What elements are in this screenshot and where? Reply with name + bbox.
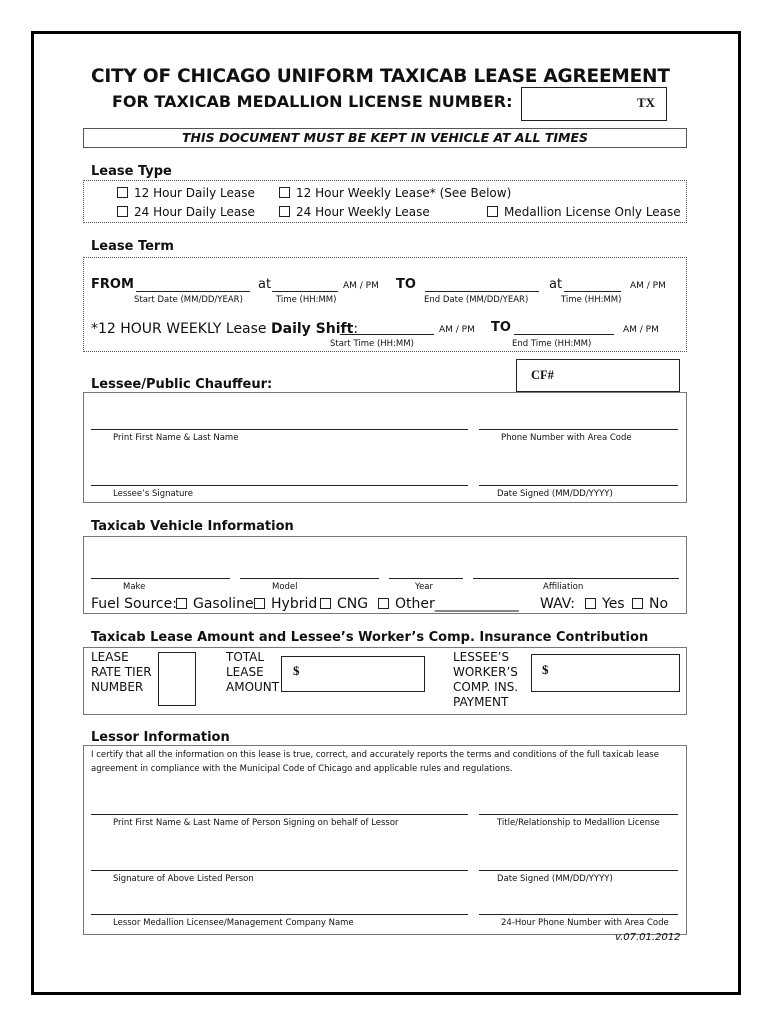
checkbox-icon[interactable]	[176, 598, 187, 609]
year-caption: Year	[415, 582, 433, 592]
lease-term-heading: Lease Term	[91, 239, 174, 254]
rate-tier-field[interactable]	[158, 652, 196, 706]
checkbox-icon[interactable]	[117, 206, 128, 217]
lessor-title-caption: Title/Relationship to Medallion License	[497, 818, 660, 828]
ampm-label-3: AM / PM	[439, 325, 475, 335]
affiliation-field[interactable]	[473, 578, 679, 579]
ampm-label: AM / PM	[343, 281, 379, 291]
dollar-sign-2: $	[542, 662, 549, 677]
wav-no[interactable]: No	[632, 596, 668, 612]
banner-text: THIS DOCUMENT MUST BE KEPT IN VEHICLE AT ALL TIMES	[181, 130, 589, 145]
workers-comp-label: LESSEE’S WORKER’S COMP. INS. PAYMENT	[453, 650, 519, 709]
lessor-company-caption: Lessor Medallion Licensee/Management Company Name	[113, 918, 354, 928]
model-caption: Model	[272, 582, 298, 592]
date-signed-caption: Date Signed (MM/DD/YYYY)	[497, 489, 613, 499]
option-24-weekly[interactable]: 24 Hour Weekly Lease	[279, 205, 430, 219]
cf-label: CF#	[531, 368, 554, 382]
lessor-date-field[interactable]	[479, 870, 678, 871]
start-time-caption: Start Time (HH:MM)	[330, 339, 414, 349]
checkbox-icon[interactable]	[117, 187, 128, 198]
phone-caption: Phone Number with Area Code	[501, 433, 632, 443]
start-date-field[interactable]	[136, 291, 250, 292]
lessor-signature-field[interactable]	[91, 870, 468, 871]
make-caption: Make	[123, 582, 146, 592]
option-12-daily[interactable]: 12 Hour Daily Lease	[117, 186, 255, 200]
lessor-date-caption: Date Signed (MM/DD/YYYY)	[497, 874, 613, 884]
year-field[interactable]	[389, 578, 463, 579]
ampm-label-4: AM / PM	[623, 325, 659, 335]
make-field[interactable]	[91, 578, 230, 579]
lessor-heading: Lessor Information	[91, 730, 230, 745]
wav-yes[interactable]: Yes	[585, 596, 625, 612]
banner-box	[83, 128, 687, 148]
wav-label: WAV:	[540, 596, 575, 612]
end-date-field[interactable]	[425, 291, 539, 292]
lessee-phone-field[interactable]	[479, 429, 678, 430]
affiliation-caption: Affiliation	[543, 582, 584, 592]
fuel-hybrid[interactable]: Hybrid	[254, 596, 317, 612]
to-label: TO	[396, 277, 416, 292]
at-label: at	[258, 277, 272, 292]
checkbox-icon[interactable]	[279, 187, 290, 198]
form-subtitle: FOR TAXICAB MEDALLION LICENSE NUMBER:	[112, 92, 513, 111]
lease-type-heading: Lease Type	[91, 164, 172, 179]
time-caption: Time (HH:MM)	[276, 295, 337, 305]
lessor-title-field[interactable]	[479, 814, 678, 815]
checkbox-icon[interactable]	[279, 206, 290, 217]
at-label-2: at	[549, 277, 563, 292]
fuel-source-label: Fuel Source:	[91, 596, 177, 612]
shift-end-time-field[interactable]	[514, 334, 614, 335]
form-title: CITY OF CHICAGO UNIFORM TAXICAB LEASE AGREEMENT	[91, 66, 670, 87]
version-label: v.07.01.2012	[615, 932, 681, 943]
option-24-daily[interactable]: 24 Hour Daily Lease	[117, 205, 255, 219]
cf-number-field[interactable]	[516, 359, 680, 392]
signature-caption: Lessee’s Signature	[113, 489, 193, 499]
fuel-cng[interactable]: CNG	[320, 596, 368, 612]
weekly-shift-line: *12 HOUR WEEKLY Lease Daily Shift:	[91, 321, 359, 337]
option-12-weekly[interactable]: 12 Hour Weekly Lease* (See Below)	[279, 186, 511, 200]
lessee-box	[83, 392, 687, 503]
lessor-company-field[interactable]	[91, 914, 468, 915]
time-caption-2: Time (HH:MM)	[561, 295, 622, 305]
fuel-gasoline[interactable]: Gasoline	[176, 596, 254, 612]
total-lease-amount-field[interactable]	[281, 656, 425, 692]
end-time-field[interactable]	[564, 291, 621, 292]
print-name-caption: Print First Name & Last Name	[113, 433, 239, 443]
lessee-date-field[interactable]	[479, 485, 678, 486]
medallion-number-field[interactable]	[521, 87, 667, 121]
dollar-sign: $	[293, 663, 300, 678]
end-time-caption: End Time (HH:MM)	[512, 339, 592, 349]
start-time-field[interactable]	[272, 291, 338, 292]
checkbox-icon[interactable]	[632, 598, 643, 609]
from-label: FROM	[91, 277, 134, 292]
lessor-signature-caption: Signature of Above Listed Person	[113, 874, 254, 884]
lessor-phone-caption: 24-Hour Phone Number with Area Code	[501, 918, 669, 928]
lessor-name-field[interactable]	[91, 814, 468, 815]
start-date-caption: Start Date (MM/DD/YEAR)	[134, 295, 243, 305]
model-field[interactable]	[240, 578, 379, 579]
checkbox-icon[interactable]	[585, 598, 596, 609]
lessee-name-field[interactable]	[91, 429, 468, 430]
workers-comp-payment-field[interactable]	[531, 654, 680, 692]
total-lease-label: TOTAL LEASE AMOUNT	[226, 650, 280, 694]
shift-start-time-field[interactable]	[340, 334, 434, 335]
to-label-2: TO	[491, 320, 511, 335]
lessee-heading: Lessee/Public Chauffeur:	[91, 377, 273, 392]
checkbox-icon[interactable]	[320, 598, 331, 609]
checkbox-icon[interactable]	[254, 598, 265, 609]
lessor-phone-field[interactable]	[479, 914, 678, 915]
rate-tier-label: LEASE RATE TIER NUMBER	[91, 650, 152, 694]
ampm-label-2: AM / PM	[630, 281, 666, 291]
lessee-signature-field[interactable]	[91, 485, 468, 486]
medallion-prefix: TX	[637, 95, 656, 110]
amount-heading: Taxicab Lease Amount and Lessee’s Worker’s Comp. Insurance Contribution	[91, 630, 649, 645]
checkbox-icon[interactable]	[487, 206, 498, 217]
option-medallion-only[interactable]: Medallion License Only Lease	[487, 205, 681, 219]
checkbox-icon[interactable]	[378, 598, 389, 609]
fuel-other[interactable]: Other____________	[378, 596, 519, 612]
end-date-caption: End Date (MM/DD/YEAR)	[424, 295, 529, 305]
vehicle-heading: Taxicab Vehicle Information	[91, 519, 294, 534]
certification-text: I certify that all the information on this lease is true, correct, and accurately reports the terms and conditions of the full taxicab lease agreement in compliance with the Municipal Code of Chicago and applicable rules and regulations.	[91, 750, 659, 774]
lessor-print-caption: Print First Name & Last Name of Person Signing on behalf of Lessor	[113, 818, 399, 828]
